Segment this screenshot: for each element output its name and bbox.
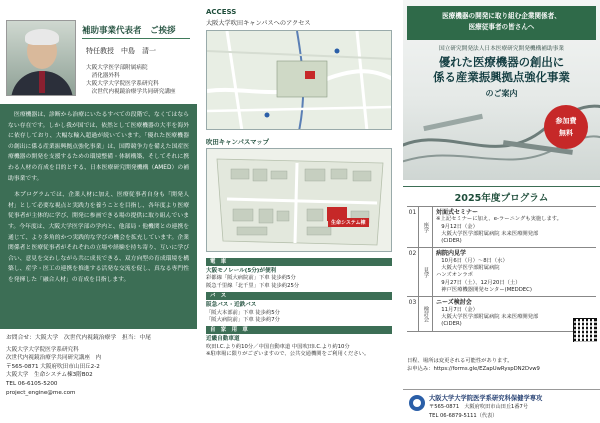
cover-top-band [407,6,596,40]
access-panel [200,0,398,423]
campus-map-title: 吹田キャンパスマップ [206,138,270,146]
cover-hero [403,0,600,180]
greeting-title: 補助事業代表者 ご挨拶 [82,24,190,39]
session-kind: 見学 [419,248,433,296]
transport-head: 近畿自動車道 [206,336,240,343]
university-logo-icon [409,395,425,411]
transport-band-bus: バ ス [206,292,392,300]
footer-tel: TEL 06-6879-5111（代表） [429,413,498,419]
program-notes [407,357,596,373]
free-admission-badge: 参加費 無料 [544,105,588,149]
program-sessions [407,206,596,332]
session-number: 03 [407,297,419,331]
project-org-label: 国立研究開発法人日本医療研究開発機構補助事業 [438,46,565,52]
campus-map-graphic [207,149,392,252]
greeting-body [0,104,197,329]
session-title: ニーズ検討会 [436,299,472,307]
cover-panel [403,0,600,423]
schedule-change-note: 日程、場所は変更される可能性があります。 [407,358,513,364]
transport-lines: 吹田I.C.より約10分／中国自動車道 中国吹田I.C.より約10分 ※駐車場に限りがございますので、公共交通機関をご利用ください。 [206,343,370,358]
representative-affiliation: 大阪大学医学部附属病院 消化器外科 大阪大学大学院医学系研究科 次世代内視鏡治療学共同研究講座 [86,65,176,95]
transport-info [206,256,392,359]
session-row [407,297,596,332]
program-title: 2025年度プログラム [403,186,600,204]
session-details: 10月6日（月）〜8日（水） 大阪大学医学部附属病院 ハンズオンラボ 9月27日（土）、12月20日（土） 神戸医療機器開発センター(MEDDEC) [436,257,532,293]
contact-info [6,334,192,397]
cover-title-line: 優れた医療機器の創出に [438,55,565,69]
session-row [407,248,596,297]
area-map [206,30,392,130]
footer-address: 〒565-0871 大阪府吹田市山田丘1番7号 [429,404,529,410]
footer [403,389,600,423]
representative-portrait [6,20,76,96]
footer-org: 大阪大学大学院医学系研究科保健学専攻 [429,395,543,402]
session-number: 01 [407,207,419,247]
session-kind: 座学 [419,207,433,247]
contact-lines: 大阪大学大学院医学系研究科 次世代内視鏡治療学共同研究講座 内 〒565-0871 大阪府吹田市山田丘2-2 大阪大学 生命システム棟3階B02 TEL 06-6105-5200 project_engine@me.com [6,346,102,396]
session-details: 11月7日（金） 大阪大学医学部附属病院 未来医療開発部 (CiDER) [441,306,539,328]
greeting-header [0,0,197,104]
cover-annai: のご案内 [485,89,518,98]
greeting-panel [0,0,197,423]
session-row [407,207,596,248]
cover-target-audience: 医療機器の開発に取り組む企業関係者、 医療従事者の皆さんへ [442,12,561,31]
transport-head: 大阪モノレール(5分)が便利 [206,268,277,274]
session-kind: 検討会 [419,297,433,331]
transport-lines: 彩都線「阪大病院前」下車 徒歩約5分 阪急千里線「北千里」下車 徒歩約25分 [206,275,300,289]
access-subtitle: 大阪大学吹田キャンパスへのアクセス [206,20,311,27]
campus-map [206,148,392,252]
access-heading: ACCESS [206,8,237,16]
contact-heading: お問合せ：大阪大学 次世代内視鏡治療学 担当：中尾 [6,335,151,341]
transport-band-train: 電 車 [206,258,392,266]
transport-lines: 「阪大本部前」下車 徒歩約5分 「阪大病院前」下車 徒歩約7分 [206,309,280,324]
transport-band-car: 自 家 用 車 [206,326,392,334]
destination-building-label: 生命システム棟 [328,218,369,227]
session-title: 対面式セミナー [436,209,479,216]
cover-title-line: 係る産業振興拠点強化事業 [433,70,570,84]
session-number: 02 [407,248,419,296]
session-title: 病院内見学 [436,250,467,258]
cover-main-title [407,55,596,85]
application-qr-code[interactable] [573,318,597,342]
greeting-paragraph: 医療機器は、診断から治療にいたるすべての段階で、なくてはならない存在です。しかし我が国では、依然として医療機器の大半を海外に依存しており、大幅な輸入超過が続いています。「優れた医療機器の創出に係る産業振興拠点強化事業」は、国際競争力を備えた国産医療機器の開発を支援するための環境整備・体制構築、そしてそれに携わる人材の育成を目的とする、日本医療研究開発機構（AMED）の補助事業です。 [8,112,189,182]
transport-head: 阪急バス・近鉄バス [206,302,257,309]
application-link[interactable]: お申込み：https://forms.gle/EZapUwRyspDN2Dvw9 [407,366,540,372]
greeting-paragraph: 本プログラムでは、企業人材に加え、医療従事者自身も「開発人材」として必要な視点と実践力を養うことを目指し、各年度より医療従事者が主体的に学び、開発に参画できる場の提供に取り組んでいます。今年度は、大阪大学医学部の学内と、他部局・他機関との連携を通じて、より多角的かつ実践的な学びの機会を拡充しています。企業関係者と医療従事者がそれぞれの立場や経験を持ち寄り、互いに学び合い、意見を交わしながら共に成長できる、双方向型の育成環境を構築し、産学・医工の連携を推進する活発な交流を促し、真なる専門性を発揮した「融合人材」の育成を目指します。 [8,192,189,283]
representative-name: 特任教授 中島 清一 [86,47,156,55]
session-details: ※上記セミナーに加え、e-ラーニングも実施します。 9月12日（金） 大阪大学医学部附属病院 未来医療開発部 (CiDER) [436,216,562,245]
area-map-graphic [207,31,392,130]
